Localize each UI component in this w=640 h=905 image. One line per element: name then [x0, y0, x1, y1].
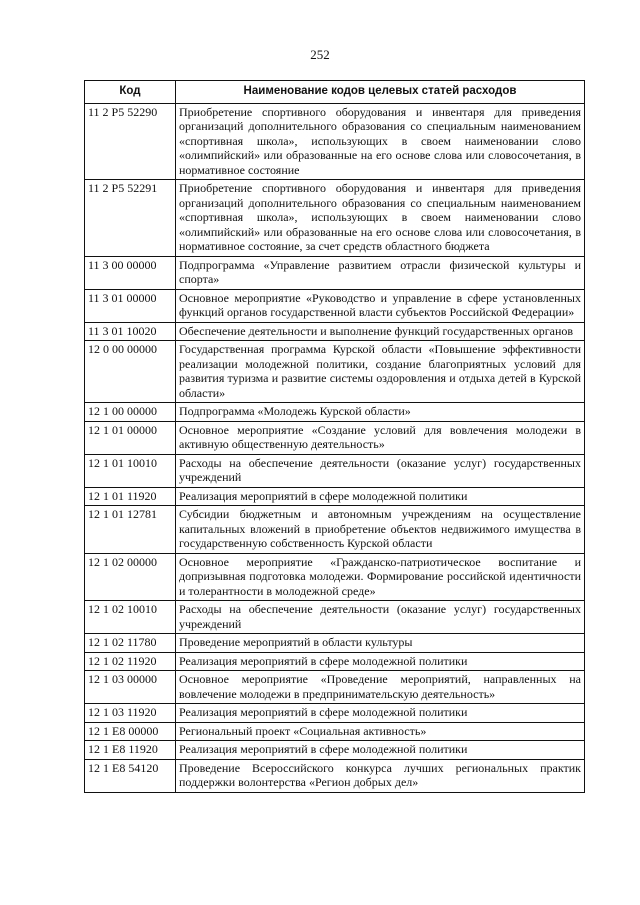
row-name: Реализация мероприятий в сфере молодежной политики: [176, 487, 585, 506]
row-code: 12 1 02 11780: [85, 634, 176, 653]
row-code: 11 2 P5 52290: [85, 103, 176, 180]
row-name: Обеспечение деятельности и выполнение функций государственных органов: [176, 322, 585, 341]
row-code: 11 3 00 00000: [85, 256, 176, 289]
row-code: 12 1 E8 11920: [85, 741, 176, 760]
table-row: [85, 652, 585, 671]
table-row: [85, 741, 585, 760]
table-row: [85, 634, 585, 653]
row-name: Субсидии бюджетным и автономным учреждениям на осуществление капитальных вложений в приобретение объектов недвижимого имущества в государственную собственность Курской области: [176, 506, 585, 554]
table-row: [85, 103, 585, 180]
row-name: Основное мероприятие «Создание условий для вовлечения молодежи в активную общественную деятельность»: [176, 421, 585, 454]
row-name: Расходы на обеспечение деятельности (оказание услуг) государственных учреждений: [176, 454, 585, 487]
row-code: 11 3 01 10020: [85, 322, 176, 341]
row-name: Подпрограмма «Управление развитием отрасли физической культуры и спорта»: [176, 256, 585, 289]
table-row: [85, 506, 585, 554]
row-code: 12 1 03 11920: [85, 704, 176, 723]
table-row: [85, 601, 585, 634]
row-code: 12 1 02 00000: [85, 553, 176, 601]
row-name: Приобретение спортивного оборудования и инвентаря для приведения организаций дополнительного образования со специальным наименованием «спортивная школа», использующих в своем наименовании слово «олимпийский» или образованные на его основе слова или словосочетания, в нормативное состояние: [176, 103, 585, 180]
row-name: Региональный проект «Социальная активность»: [176, 722, 585, 741]
table-row: [85, 704, 585, 723]
table-row: [85, 256, 585, 289]
row-code: 11 2 P5 52291: [85, 180, 176, 257]
row-code: 12 1 E8 54120: [85, 759, 176, 792]
table-row: [85, 322, 585, 341]
header-name: Наименование кодов целевых статей расходов: [176, 81, 585, 104]
row-code: 12 1 01 00000: [85, 421, 176, 454]
table-row: [85, 454, 585, 487]
row-name: Реализация мероприятий в сфере молодежной политики: [176, 652, 585, 671]
row-code: 12 1 02 10010: [85, 601, 176, 634]
table-row: [85, 403, 585, 422]
row-code: 12 1 00 00000: [85, 403, 176, 422]
row-name: Приобретение спортивного оборудования и инвентаря для приведения организаций дополнительного образования со специальным наименованием «спортивная школа», использующих в своем наименовании слово «олимпийский» или образованные на его основе слова или словосочетания, в нормативное состояние, за счет средств областного бюджета: [176, 180, 585, 257]
table-row: [85, 722, 585, 741]
row-code: 12 1 03 00000: [85, 671, 176, 704]
table-row: [85, 180, 585, 257]
row-code: 12 1 01 11920: [85, 487, 176, 506]
table-body: [85, 103, 585, 792]
row-code: 11 3 01 00000: [85, 289, 176, 322]
page-number: 252: [310, 47, 330, 62]
row-code: 12 0 00 00000: [85, 341, 176, 403]
row-name: Основное мероприятие «Руководство и управление в сфере установленных функций органов государственной власти субъектов Российской Федерации»: [176, 289, 585, 322]
row-code: 12 1 02 11920: [85, 652, 176, 671]
row-name: Основное мероприятие «Гражданско-патриотическое воспитание и допризывная подготовка молодежи. Формирование российской идентичности и толерантности в молодежной среде»: [176, 553, 585, 601]
row-name: Проведение мероприятий в области культуры: [176, 634, 585, 653]
header-code: Код: [85, 81, 176, 104]
row-name: Реализация мероприятий в сфере молодежной политики: [176, 704, 585, 723]
row-name: Основное мероприятие «Проведение мероприятий, направленных на вовлечение молодежи в предпринимательскую деятельность»: [176, 671, 585, 704]
target-expense-codes-table: [84, 80, 585, 793]
row-code: 12 1 01 12781: [85, 506, 176, 554]
table-row: [85, 671, 585, 704]
table-row: [85, 341, 585, 403]
row-name: Реализация мероприятий в сфере молодежной политики: [176, 741, 585, 760]
row-name: Подпрограмма «Молодежь Курской области»: [176, 403, 585, 422]
table-header-row: [85, 81, 585, 104]
table-row: [85, 289, 585, 322]
row-code: 12 1 E8 00000: [85, 722, 176, 741]
table-row: [85, 553, 585, 601]
table-row: [85, 759, 585, 792]
row-name: Государственная программа Курской области «Повышение эффективности реализации молодежной политики, создание благоприятных условий для развития туризма и развитие системы оздоровления и отдыха детей в Курской области»: [176, 341, 585, 403]
row-code: 12 1 01 10010: [85, 454, 176, 487]
table-row: [85, 487, 585, 506]
row-name: Расходы на обеспечение деятельности (оказание услуг) государственных учреждений: [176, 601, 585, 634]
row-name: Проведение Всероссийского конкурса лучших региональных практик поддержки волонтерства «Регион добрых дел»: [176, 759, 585, 792]
table-row: [85, 421, 585, 454]
